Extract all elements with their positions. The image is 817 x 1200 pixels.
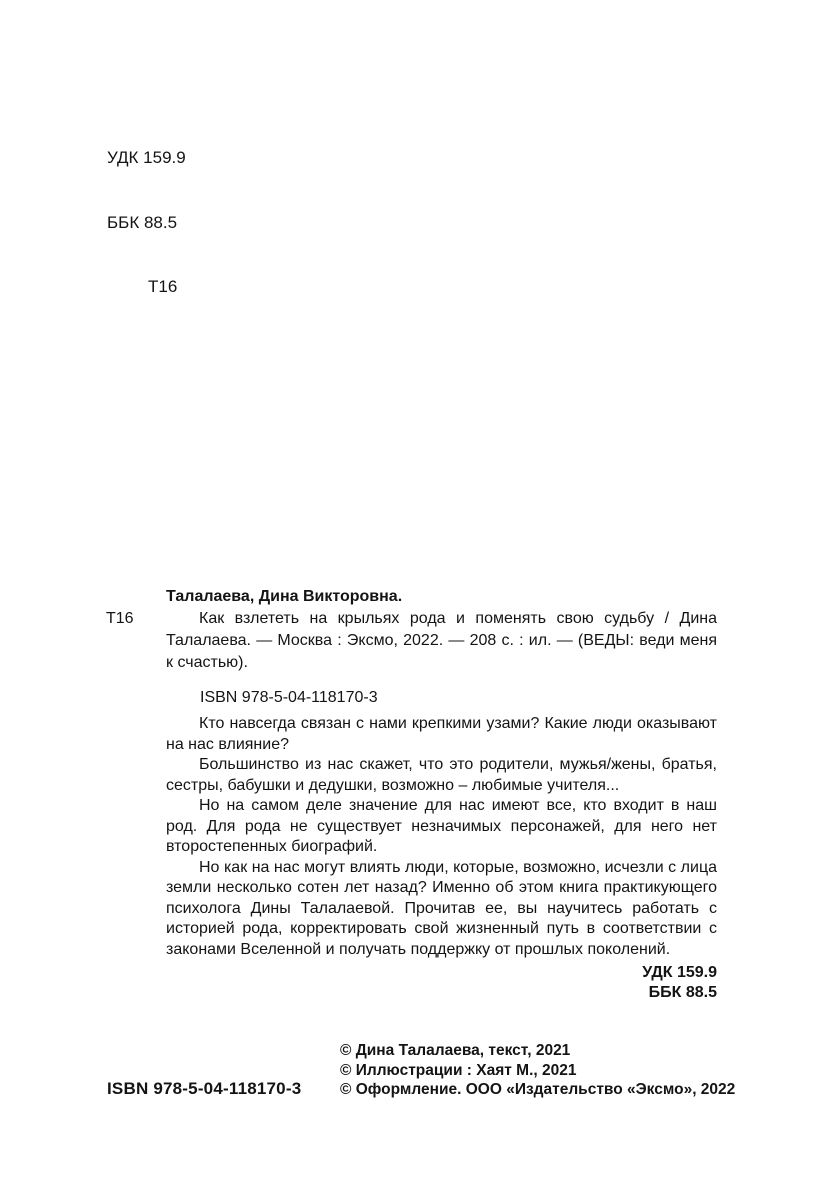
annotation-paragraph: Но на самом деле значение для нас имеют все, кто входит в наш род. Для рода не существует незначимых персонажей, для него нет второстепенных биографий. (166, 797, 717, 855)
annotation-paragraph: Кто навсегда связан с нами крепкими узами? Какие люди оказывают на нас влияние? (166, 715, 717, 753)
isbn-bibliographic: ISBN 978-5-04-118170-3 (200, 689, 378, 706)
bbk-code-bottom: ББК 88.5 (648, 984, 717, 1001)
bib-description: Как взлететь на крыльях рода и поменять свою судьбу / Дина Талалаева. — Москва : Эксмо, 2022. — 208 с. : ил. — (ВЕДЫ: веди меня к счастью). (166, 610, 717, 671)
bbk-code-top: ББК 88.5 (107, 212, 178, 232)
classification-codes-top (107, 104, 186, 341)
bib-margin-code: Т16 (106, 610, 134, 627)
udk-code-top: УДК 159.9 (107, 148, 186, 167)
annotation-paragraph: Но как на нас могут влиять люди, которые, возможно, исчезли с лица земли несколько сотен лет назад? Именно об этом книга практикующего психолога Дины Талалаевой. Прочитав ее, вы научитесь работать с историей рода, корректировать свой жизненный путь в соответствии с законами Вселенной и получать поддержку от прошлых поколений. (166, 858, 717, 958)
copyright-line-illustrations: © Иллюстрации : Хаят М., 2021 (340, 1061, 577, 1079)
udk-code-bottom: УДК 159.9 (642, 964, 717, 981)
annotation-paragraph: Большинство из нас скажет, что это родители, мужья/жены, братья, сестры, бабушки и дедушки, возможно – любимые учителя... (166, 756, 717, 794)
copyright-line-text: © Дина Талалаева, текст, 2021 (340, 1042, 571, 1059)
bib-author-heading: Талалаева, Дина Викторовна. (166, 588, 403, 605)
classification-codes-bottom (166, 963, 717, 1003)
copyright-line-design: © Оформление. ООО «Издательство «Эксмо», 2022 (340, 1081, 736, 1098)
main-text-column (166, 586, 717, 1003)
isbn-footer: ISBN 978-5-04-118170-3 (107, 1079, 302, 1098)
author-sign-code-top: Т16 (148, 277, 178, 296)
copyright-block (340, 1041, 735, 1100)
